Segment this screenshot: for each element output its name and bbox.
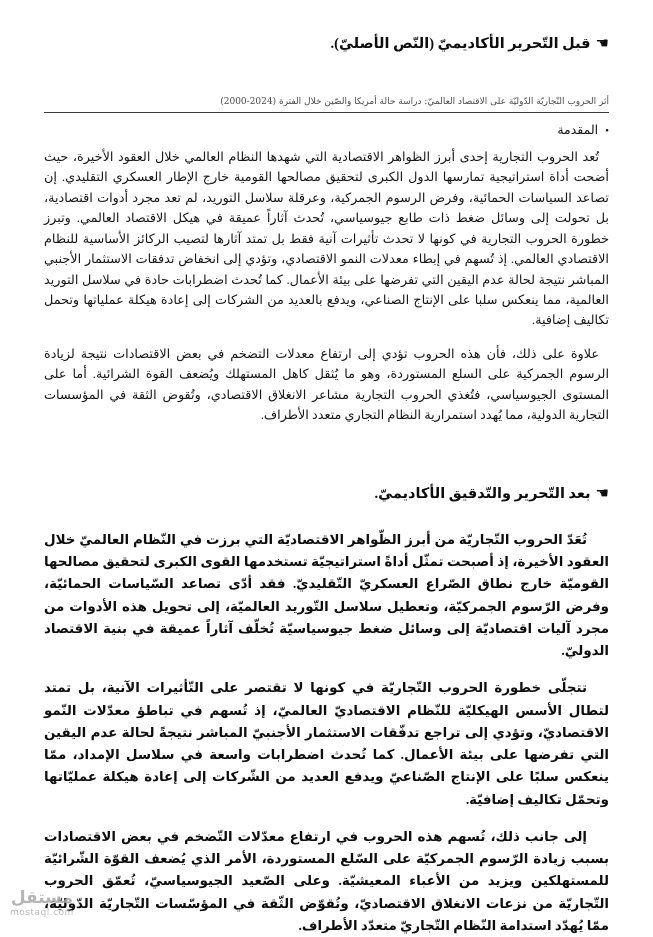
watermark-domain: mostaql.com [10,908,74,918]
bullet-icon: • [605,124,609,137]
introduction-label: المقدمة [557,122,599,137]
after-paragraph-3: إلى جانب ذلك، تُسهم هذه الحروب في ارتفاع معدّلات التّضخم في بعض الاقتصادات بسبب زيادة الرّسوم الجمركيّة على السّلع المستوردة، الأمر الذي يُضعف القوّة الشّرائيّة للمستهلكين ويزيد من الأعباء المعيشيّة. وعلى الصّعيد الجيوسياسيّ، تُعمّق الحروب التّجاريّة من نزعات الانغلاق الاقتصاديّ، وتُقوّض الثّقة في المؤسّسات التّجاريّة الدّوليّة، ممّا يُهدّد استدامة النّظام التّجاريّ متعدّد الأطراف. [44,828,609,933]
heading-after-text: بعد التّحرير والتّدقيق الأكاديميّ. [374,485,591,502]
horizontal-rule [44,112,609,113]
mostaql-watermark [10,890,74,918]
after-paragraph-1: تُعَدّ الحروب التّجاريّة من أبرز الظّواهر الاقتصاديّة التي برزت في النّظام العالميّ خلال العقود الأخيرة، إذ أصبحت تمثّل أداةً استراتيجيّة تستخدمها القوى الكبرى لتحقيق مصالحها القوميّة خارج نطاق الصّراع العسكريّ التّقليديّ. فقد أدّى تصاعد السّياسات الحمائيّة، وفرض الرّسوم الجمركيّة، وتعطيل سلاسل التّوريد العالميّة، إلى تحويل هذه الأدوات من مجرد آليات اقتصاديّة إلى وسائل ضغط جيوسياسيّة تُخلّف آثاراً عميقة في بنية الاقتصاد الدوليّ. [44,531,609,659]
decorative-title-block [44,97,609,113]
heading-before-text: قبل التّحرير الأكاديميّ (النّص الأصليّ). [330,36,591,52]
pointing-hand-icon: ☚ [595,483,609,502]
before-paragraph-1: تُعد الحروب التجارية إحدى أبرز الظواهر الاقتصادية التي شهدها النظام العالمي خلال العقود الأخيرة، حيث أضحت أداة استراتيجية تمارسها الدول الكبرى لتحقيق مصالحها القومية خارج الإطار العسكري التقليدي. إن تصاعد السياسات الحمائية، وفرض الرسوم الجمركية، وعرقلة سلاسل التوريد، لم تعد مجرد أدوات اقتصادية، بل تحولت إلى وسائل ضغط ذات طابع جيوسياسي، تُحدث آثاراً عميقة في هيكل الاقتصاد العالمي. وتبرز خطورة الحروب التجارية في كونها لا تحدث تأثيرات آنية فقط بل تمتد آثارها لتصيب الركائز الأساسية للنظام الاقتصادي العالمي. إذ تُسهم في إبطاء معدلات النمو الاقتصادي، وتؤدي إلى انخفاض تدفقات الاستثمار الأجنبي المباشر نتيجة لحالة عدم اليقين التي تفرضها على بيئة الأعمال. كما تُحدث اضطرابات حادة في سلاسل التوريد العالمية، مما ينعكس سلبا على الإنتاج الصناعي، ويدفع بالعديد من الشركات إلى إعادة هيكلة عملياتها وتحمل تكاليف إضافية. [44,149,609,328]
heading-before-editing [44,34,609,53]
before-paragraph-2: علاوة على ذلك، فأن هذه الحروب تؤدي إلى ارتفاع معدلات التضخم في بعض الاقتصادات نتيجة لزيادة الرسوم الجمركية على السلع المستوردة، وهو ما يُثقل كاهل المستهلك ويُضعف القوة الشرائية. أما على المستوى الجيوسياسي، فتُغذي الحروب التجارية مشاعر الانغلاق الاقتصادي، وتُقوض الثقة في المؤسسات التجارية الدولية، مما يُهدد استمرارية النظام التجاري متعدد الأطراف. [44,346,609,423]
heading-after-editing [44,484,609,503]
pointing-hand-icon: ☚ [595,34,609,52]
watermark-arabic-logo: مستقل [10,888,73,909]
introduction-heading [44,122,609,138]
after-paragraph-2: تتجلّى خطورة الحروب التّجاريّة في كونها لا تقتصر على التّأثيرات الآنية، بل تمتد لتطال الأسس الهيكليّة للنّظام الاقتصاديّ العالميّ، إذ تُسهم في تباطؤ معدّلات النّمو الاقتصاديّ، وتؤدي إلى تراجع تدفّقات الاستثمار الأجنبيّ المباشر نتيجةً لحالة عدم اليقين التي تفرضها على بيئة الأعمال. كما تُحدث اضطرابات واسعة في سلاسل الإمداد، ممّا ينعكس سلبًا على الإنتاج الصّناعيّ ويدفع العديد من الشّركات إلى إعادة هيكلة عمليّاتها وتحمّل تكاليف إضافيّة. [44,680,609,807]
paper-decorative-title: أثر الحروب التّجاريّة الدّوليّة على الاقتصاد العالميّ: دراسة حالة أمريكا والصّين خلال الفترة (2024-2000) [220,97,609,107]
